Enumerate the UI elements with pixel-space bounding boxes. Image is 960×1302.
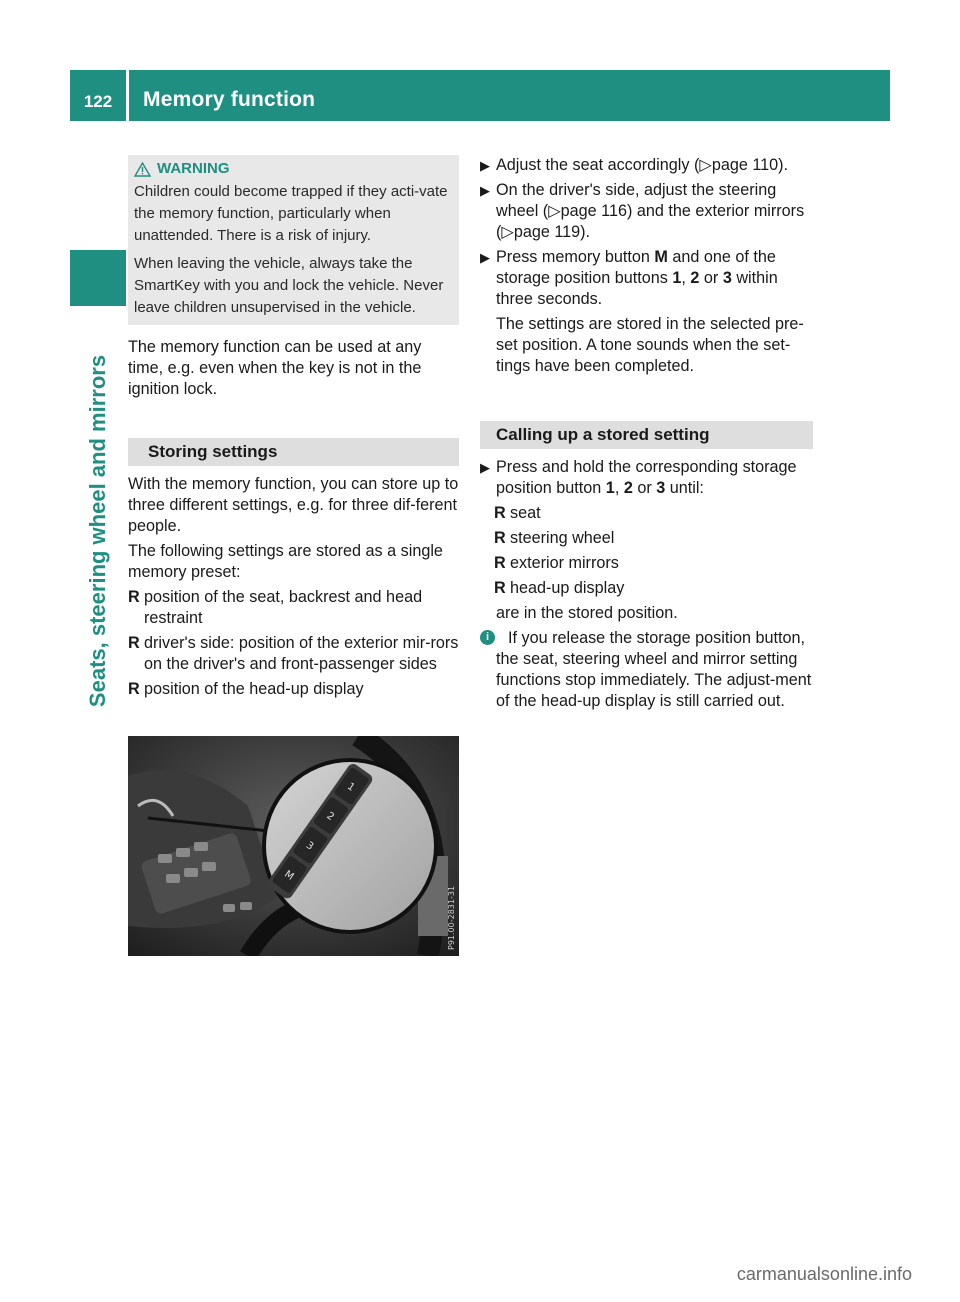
- bullet-icon: R: [494, 554, 506, 572]
- button-name: 1: [605, 479, 615, 497]
- storing-paragraph-1: With the memory function, you can store up to three different settings, e.g. for three dif-ferent people.: [128, 475, 459, 535]
- step-text: or: [632, 479, 657, 497]
- warning-box: [128, 155, 459, 325]
- list-item: [480, 553, 813, 574]
- page-title: Memory function: [143, 88, 316, 111]
- list-item-text: seat: [510, 504, 541, 522]
- header-divider: [126, 70, 129, 121]
- storing-paragraph-2: The following settings are stored as a single memory preset:: [128, 542, 443, 581]
- list-item: [128, 679, 459, 700]
- warning-label: WARNING: [157, 160, 230, 177]
- bullet-icon: R: [494, 529, 506, 547]
- arrow-icon: ▶: [480, 158, 490, 173]
- right-column: [480, 155, 813, 712]
- instruction-step: [480, 180, 813, 243]
- step-text: or: [699, 269, 723, 287]
- reference-icon: ▷: [548, 202, 561, 220]
- step-text: and one of the storage position buttons: [496, 248, 776, 287]
- step-text: On the driver's side, adjust the steering wheel (: [496, 181, 777, 220]
- bullet-icon: R: [494, 504, 506, 522]
- step-text: until:: [665, 479, 704, 497]
- list-item-text: exterior mirrors: [510, 554, 619, 572]
- instruction-step: [480, 155, 813, 176]
- list-item-text: driver's side: position of the exterior mir-rors on the driver's and front-passenger sides: [144, 634, 459, 673]
- info-icon: i: [480, 630, 495, 645]
- memory-buttons-photo: [128, 736, 459, 956]
- button-name: 3: [722, 269, 732, 287]
- button-label-1: 1: [345, 781, 357, 794]
- storing-settings-heading: Storing settings: [128, 438, 459, 466]
- bullet-icon: R: [128, 588, 140, 606]
- arrow-icon: ▶: [480, 183, 490, 198]
- instruction-step: [480, 247, 813, 310]
- list-item: [480, 503, 813, 524]
- warning-heading: [134, 158, 455, 180]
- page-reference: page 110).: [711, 156, 789, 174]
- list-item: [480, 528, 813, 549]
- list-item-text: head-up display: [510, 579, 625, 597]
- step-result: The settings are stored in the selected pre-set position. A tone sounds when the set-tings have been completed.: [496, 315, 804, 375]
- step-text: within three seconds.: [496, 269, 778, 308]
- step-text: Adjust the seat accordingly (: [496, 156, 700, 174]
- reference-icon: ▷: [699, 156, 712, 174]
- step-text: Press memory button: [496, 248, 655, 266]
- calling-up-heading: Calling up a stored setting: [480, 421, 813, 449]
- arrow-icon: ▶: [480, 460, 490, 475]
- intro-paragraph: The memory function can be used at any time, e.g. even when the key is not in the ignition lock.: [128, 338, 422, 398]
- step-text: ,: [681, 269, 691, 287]
- info-note: [480, 628, 813, 712]
- list-item-text: position of the head-up display: [144, 680, 364, 698]
- page-reference: page 119).: [513, 223, 591, 241]
- bullet-icon: R: [494, 579, 506, 597]
- button-name: M: [654, 248, 668, 266]
- warning-triangle-icon: [134, 162, 151, 177]
- step-text: ,: [614, 479, 624, 497]
- info-note-text: If you release the storage position button, the seat, steering wheel and mirror setting functions stop immediately. The adjust-ment of the head-up display is still carried out.: [496, 629, 812, 710]
- step-text: Press and hold the corresponding storage position button: [496, 458, 797, 497]
- bullet-icon: R: [128, 634, 140, 652]
- button-label-3: 3: [303, 839, 316, 853]
- button-name: 1: [672, 269, 682, 287]
- list-item-text: position of the seat, backrest and head restraint: [144, 588, 423, 627]
- reference-icon: ▷: [501, 223, 514, 241]
- instruction-step: [480, 457, 813, 499]
- list-item: [128, 587, 459, 629]
- calling-result: are in the stored position.: [496, 604, 678, 622]
- section-tab-label: Seats, steering wheel and mirrors: [85, 354, 110, 708]
- left-column: [128, 155, 459, 704]
- button-name: 2: [623, 479, 633, 497]
- image-code: P91.00-2831-31: [447, 885, 456, 950]
- watermark: carmanualsonline.info: [736, 1264, 912, 1284]
- page-number: 122: [83, 91, 113, 111]
- button-label-m: M: [282, 868, 296, 883]
- bullet-icon: R: [128, 680, 140, 698]
- list-item: [480, 578, 813, 599]
- section-tab-block: [70, 250, 126, 306]
- list-item-text: steering wheel: [510, 529, 615, 547]
- list-item: [128, 633, 459, 675]
- page-reference: page 116) and the exterior mirrors (: [496, 202, 805, 241]
- warning-text-2: When leaving the vehicle, always take the SmartKey with you and lock the vehicle. Never leave children unsupervised in the vehicle.: [134, 255, 444, 316]
- button-name: 2: [690, 269, 700, 287]
- button-label-2: 2: [324, 810, 336, 824]
- button-name: 3: [656, 479, 666, 497]
- warning-text-1: Children could become trapped if they acti-vate the memory function, particularly when unattended. There is a risk of injury.: [134, 183, 448, 244]
- arrow-icon: ▶: [480, 250, 490, 265]
